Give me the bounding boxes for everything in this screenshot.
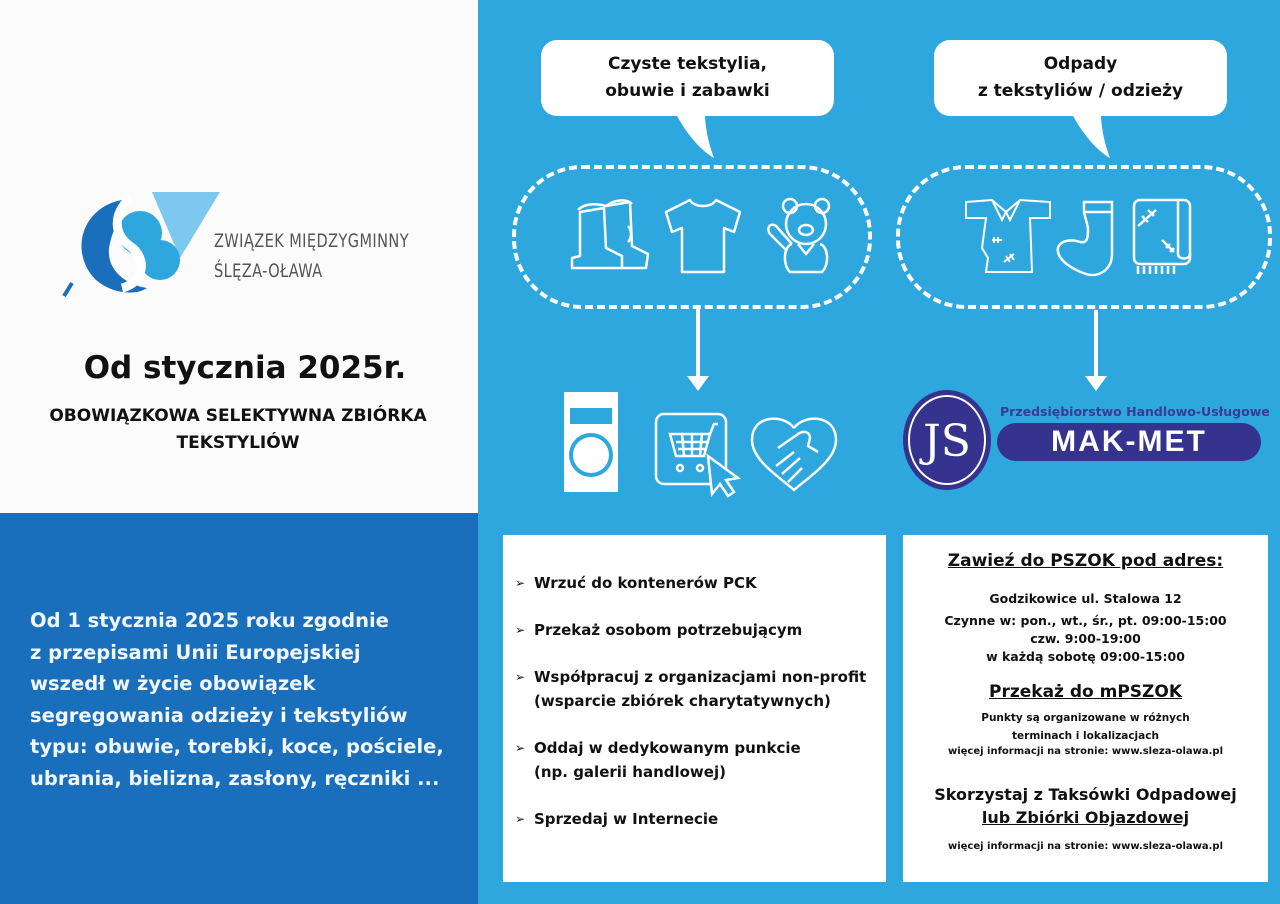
list-item (515, 665, 866, 713)
arrow-bullet-icon: ➢ (515, 812, 526, 826)
clean-options-box (503, 535, 886, 882)
pszok-address: Godzikowice ul. Stalowa 12 (989, 591, 1182, 606)
org-name-line2: ŚLĘZA-OŁAWA (214, 260, 323, 282)
list-item (515, 736, 866, 784)
option-note: (wsparcie zbiórek charytatywnych) (534, 692, 831, 710)
subtitle-line2: TEKSTYLIÓW (176, 433, 300, 453)
partner-tagline: Przedsiębiorstwo Handlowo-Usługowe (1000, 404, 1270, 419)
org-name-line1: ZWIĄZEK MIĘDZYGMINNY (214, 230, 410, 252)
taxi-title-2: lub Zbiórki Objazdowej (981, 808, 1190, 827)
intro-text (30, 605, 470, 794)
bubble-line1: Odpady (1043, 54, 1118, 74)
torn-blanket-icon (1130, 196, 1194, 278)
intro-line: Od 1 stycznia 2025 roku zgodnie (30, 609, 389, 632)
page-title: Od stycznia 2025r. (83, 350, 407, 386)
pszok-hours-3: w każdą sobotę 09:00-15:00 (986, 649, 1185, 664)
taxi-title-1: Skorzystaj z Taksówki Odpadowej (934, 785, 1237, 804)
option-text: Przekaż osobom potrzebującym (534, 621, 803, 639)
intro-line: typu: obuwie, torebki, koce, pościele, (30, 735, 444, 758)
mpszok-title: Przekaż do mPSZOK (989, 682, 1182, 702)
list-item (515, 618, 866, 642)
list-item (515, 807, 866, 831)
partner-logo-icon (903, 390, 991, 490)
intro-line: wszedł w życie obowiązek (30, 672, 316, 695)
intro-line: z przepisami Unii Europejskiej (30, 640, 361, 664)
clean-textiles-bubble (541, 40, 834, 116)
tshirt-icon (662, 196, 744, 276)
bubble-line2: z tekstyliów / odzieży (977, 81, 1184, 101)
arrow-down-icon (696, 308, 700, 378)
org-name (214, 226, 409, 286)
bubble-tail-icon (660, 112, 720, 162)
bubble-line2: obuwie i zabawki (605, 81, 770, 101)
heart-handshake-icon (748, 412, 840, 494)
clean-options-list (515, 571, 866, 854)
mpszok-website-link[interactable]: więcej informacji na stronie: www.sleza-olawa.pl (947, 746, 1224, 757)
waste-options-box (903, 535, 1268, 882)
svg-text:JS: JS (923, 416, 971, 467)
mpszok-line2: terminach i lokalizacjach (1012, 730, 1159, 742)
subtitle-line1: OBOWIĄZKOWA SELEKTYWNA ZBIÓRKA (49, 406, 427, 426)
arrow-head-icon (687, 376, 709, 391)
teddy-bear-icon (762, 194, 842, 278)
page-subtitle (0, 403, 476, 457)
online-shop-cart-icon (654, 412, 746, 498)
option-text: Oddaj w dedykowanym punkcie (534, 739, 801, 757)
bubble-tail-icon (1056, 112, 1116, 162)
arrow-bullet-icon: ➢ (515, 623, 526, 637)
collection-container-icon (562, 390, 620, 494)
union-logo-icon (62, 188, 222, 303)
mpszok-line1: Punkty są organizowane w różnych (981, 712, 1190, 724)
arrow-bullet-icon: ➢ (515, 576, 526, 590)
boots-icon (566, 196, 652, 276)
intro-line: segregowania odzieży i tekstyliów (30, 703, 408, 727)
textile-waste-bubble (934, 40, 1227, 116)
option-note: (np. galerii handlowej) (534, 763, 726, 781)
arrow-head-icon (1085, 376, 1107, 391)
partner-name: MAK-MET (997, 423, 1261, 461)
sock-icon (1054, 198, 1118, 278)
bubble-line1: Czyste tekstylia, (607, 54, 768, 74)
torn-shirt-icon (962, 198, 1054, 276)
intro-line: ubrania, bielizna, zasłony, ręczniki ... (30, 766, 440, 790)
arrow-bullet-icon: ➢ (515, 670, 526, 684)
pszok-hours-1: Czynne w: pon., wt., śr., pt. 09:00-15:00 (944, 613, 1227, 628)
list-item (515, 571, 866, 595)
option-text: Wrzuć do kontenerów PCK (534, 574, 757, 592)
taxi-website-link[interactable]: więcej informacji na stronie: www.sleza-olawa.pl (947, 841, 1224, 852)
option-text: Współpracuj z organizacjami non-profit (534, 668, 867, 686)
arrow-bullet-icon: ➢ (515, 741, 526, 755)
arrow-down-icon (1094, 310, 1098, 378)
pszok-title: Zawieź do PSZOK pod adres: (947, 551, 1224, 571)
option-text: Sprzedaj w Internecie (534, 810, 719, 828)
pszok-hours-2: czw. 9:00-19:00 (1030, 631, 1141, 646)
